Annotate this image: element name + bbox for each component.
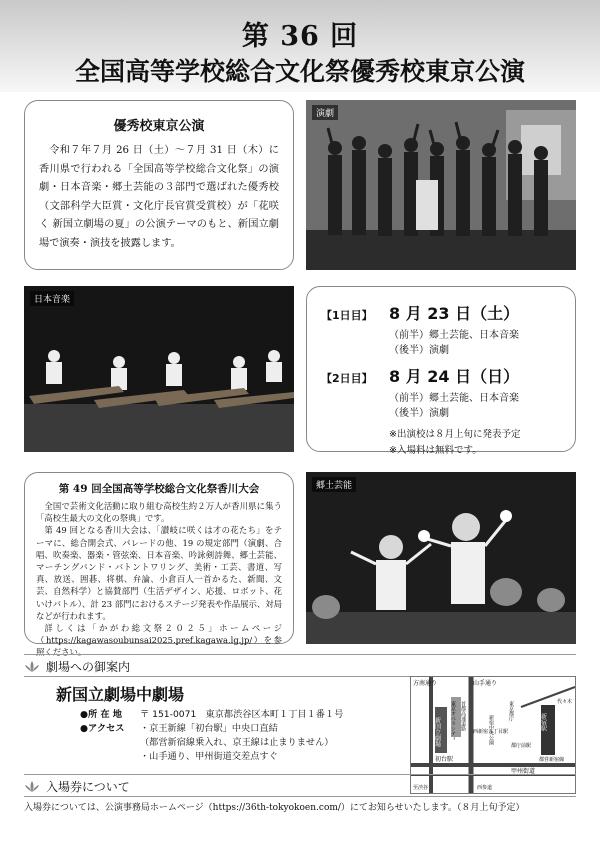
day2-second-half: （後半）演劇 [389, 408, 449, 419]
access-key-spacer-2 [80, 750, 140, 764]
venue-info [80, 708, 343, 764]
address-row [80, 708, 343, 722]
tickets-rule-bottom [24, 796, 576, 797]
map-label: 山手通り [473, 680, 498, 687]
map-label: 都営新宿線 [539, 757, 565, 763]
schedule-note-1: ※出演校は８月上旬に発表予定 [389, 429, 521, 440]
map-drawing [411, 677, 575, 793]
day2-label: 【2日目】 [321, 372, 373, 385]
access-line-3: ・山手通り、甲州街道交差点すぐ [140, 751, 278, 762]
access-line-1: ・京王新線「初台駅」中央口直結 [140, 723, 278, 734]
tickets-heading-text: 入場券について [46, 780, 130, 794]
access-heading-text: 劇場への御案内 [46, 660, 131, 674]
kagawa-box [24, 472, 294, 658]
venue-name: 新国立劇場中劇場 [56, 685, 185, 704]
access-row-3 [80, 750, 343, 764]
day2-date: 8 月 24 日（日） [389, 367, 520, 386]
map-label: 新宿中央公園 [488, 715, 494, 745]
map-label: 西参道 [477, 785, 493, 791]
kagawa-para-2: 第 49 回となる香川大会は、「讃岐に咲くは才の花たち」をテーマに、総合開会式、パレードの他、19 の規定部門（演劇、合唱、吹奏楽、器楽・管弦楽、日本音楽、吟詠剣詩舞、郷土芸能、マーチングバンド・バトントワリング、美術・工芸、書道、写真、放送、囲碁、将棋、弁論、小倉百人一首かるた、新聞、文芸、自然科学）と協賛部門（生活デザイン、応援、ロボット、花いけバトル）、計 23 部門におけるステージ発表や作品展示、対局などが行われます。 [36, 525, 282, 621]
folk-label: 郷土芸能 [312, 477, 356, 492]
map-label: 都庁前駅 [511, 743, 532, 749]
lotus-icon [24, 660, 40, 674]
map-label: 方南通り [413, 680, 438, 687]
tickets-body: 入場券については、公演事務局ホームページ（https://36th-tokyokoen.com/）にてお知らせいたします。（８月上旬予定） [24, 803, 525, 813]
music-photo [24, 286, 294, 452]
drama-photo [306, 100, 576, 270]
music-label: 日本音楽 [30, 291, 74, 306]
map-label: 新国立劇場 [433, 717, 441, 747]
page-header [0, 0, 600, 92]
drama-photo-image [306, 100, 576, 270]
folk-photo [306, 472, 576, 644]
event-edition: 第 36 回 [241, 21, 359, 52]
access-heading [24, 658, 130, 675]
tickets-rule-top [24, 774, 576, 775]
kagawa-para-3: 詳しくは「かがわ総文祭２０２５」ホームページ（https://kagawasoubunsai2025.pref.kagawa.lg.jp/）を参照ください。 [36, 623, 282, 658]
map-label: 西新宿五丁目駅 [473, 729, 509, 735]
schedule-note-2: ※入場料は無料です。 [389, 445, 482, 456]
access-key: ●アクセス [80, 723, 125, 734]
map-label: 甲州街道 [511, 768, 536, 775]
tickets-heading [24, 778, 130, 795]
lotus-icon [24, 780, 40, 794]
schedule-box [306, 286, 576, 456]
access-map [410, 676, 576, 794]
event-title: 全国高等学校総合文化祭優秀校東京公演 [74, 57, 525, 86]
address-value: 〒 151-0071 東京都渋谷区本町１丁目１番１号 [140, 709, 344, 720]
access-line-2: （都営新宿線乗入れ、京王線は止まりません） [140, 737, 334, 748]
access-rule-top [24, 654, 576, 655]
map-label: 東京都庁 [508, 701, 514, 721]
access-row [80, 722, 343, 736]
address-key: ●所 在 地 [80, 709, 122, 720]
intro-body: 令和７年７月 26 日（土）～７月 31 日（木）に香川県で行われる「全国高等学校総合文化祭」の演劇・日本音楽・郷土芸能の３部門で選ばれた優秀校（文部科学大臣賞・文化庁長官賞受賞校）が「花咲く 新国立劇場の夏」の公演テーマのもと、新国立劇場で演奏・演技を披露します。 [39, 145, 279, 249]
map-label: 代々木 [557, 699, 573, 705]
kagawa-para-1: 全国で芸術文化活動に取り組む高校生約２万人が香川県に集う「高校生最大の文化の祭典」です。 [36, 501, 282, 524]
day1-second-half: （後半）演劇 [389, 345, 449, 356]
drama-label: 演劇 [312, 105, 338, 120]
map-label: 至渋谷 [413, 785, 429, 791]
intro-box [24, 100, 294, 270]
map-label: 首都高速道路 [460, 701, 466, 731]
access-key-spacer [80, 736, 140, 750]
intro-title: 優秀校東京公演 [113, 119, 205, 134]
day2-row [321, 364, 561, 387]
music-photo-image [24, 286, 294, 452]
map-label: 初台駅 [435, 756, 454, 763]
kagawa-title: 第 49 回全国高等学校総合文化祭香川大会 [58, 483, 260, 495]
access-row-2 [80, 736, 343, 750]
day1-date: 8 月 23 日（土） [389, 304, 520, 323]
map-label: 新宿駅 [539, 713, 547, 731]
day1-label: 【1日目】 [321, 309, 373, 322]
map-label: 東京オペラシティ [450, 701, 456, 741]
folk-photo-image [306, 472, 576, 644]
day1-row [321, 301, 561, 324]
day1-first-half: （前半）郷土芸能、日本音楽 [389, 330, 519, 341]
day2-first-half: （前半）郷土芸能、日本音楽 [389, 393, 519, 404]
